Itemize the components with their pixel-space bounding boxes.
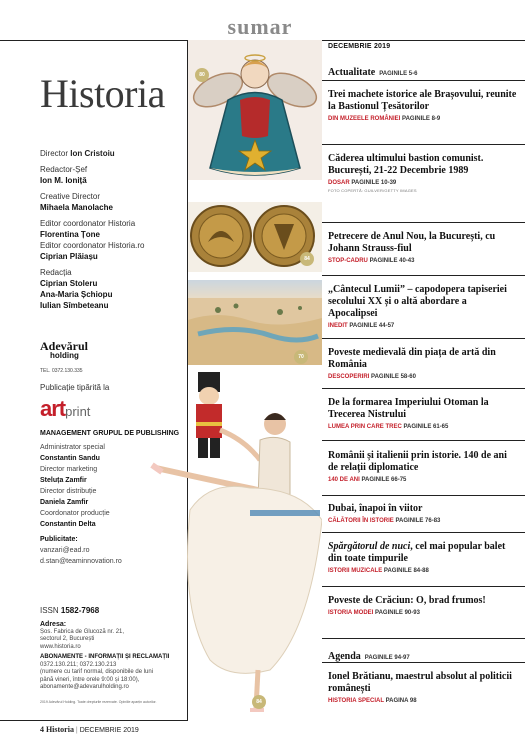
masthead-person: Ana-Maria Șchiopu bbox=[40, 290, 113, 299]
bottom-rule bbox=[0, 720, 188, 721]
toc-category: ISTORII MUZICALE bbox=[328, 568, 383, 574]
toc-title: „Cântecul Lumii” – capodopera tapiseriei secolului XX și o altă abordare a Apocalipsei bbox=[328, 284, 507, 319]
masthead-role: Creative Director bbox=[40, 192, 101, 201]
tapestry-coins-image bbox=[188, 202, 322, 272]
toc-pages: PAGINILE 58-60 bbox=[371, 374, 416, 380]
toc-title: Poveste medievală din piața de artă din România bbox=[328, 347, 496, 370]
toc-category: 140 DE ANI bbox=[328, 477, 360, 483]
toc-title: Poveste de Crăciun: O, brad frumos! bbox=[328, 595, 486, 606]
toc-entry[interactable] bbox=[328, 62, 518, 80]
toc-title: Căderea ultimului bastion comunist. București, 21-22 Decembrie 1989 bbox=[328, 153, 484, 176]
ads-email[interactable]: vanzari@ead.ro bbox=[40, 547, 90, 554]
toc-entry[interactable] bbox=[328, 541, 518, 574]
toc-category: DIN MUZEELE ROMÂNIEI bbox=[328, 116, 401, 122]
toc-pages: PAGINILE 76-83 bbox=[395, 518, 441, 524]
ads-label: Publicitate: bbox=[40, 536, 78, 543]
toc-entry[interactable] bbox=[328, 646, 518, 664]
toc-entry[interactable] bbox=[328, 89, 518, 122]
masthead-person: Ciprian Plăiașu bbox=[40, 252, 98, 261]
toc-title: Dubai, înapoi în viitor bbox=[328, 503, 423, 514]
toc-title: Actualitate bbox=[328, 67, 376, 78]
toc-category: LUMEA PRIN CARE TREC bbox=[328, 424, 402, 430]
copyright: 2019 Adevărul Holding. Toate drepturile rezervate. Opiniile aparțin autorilor. bbox=[40, 700, 157, 704]
masthead-person: Ion M. Ioniță bbox=[40, 176, 87, 185]
masthead-role: Editor coordonator Historia bbox=[40, 219, 136, 228]
toc-title-italic: Spărgătorul de nuci bbox=[328, 541, 411, 552]
toc-category: ISTORIA MODEI bbox=[328, 610, 374, 616]
toc-pages: PAGINILE 44-57 bbox=[349, 323, 395, 329]
toc-divider bbox=[322, 222, 525, 223]
toc-category: DESCOPERIRI bbox=[328, 374, 370, 380]
toc-title: Agenda bbox=[328, 651, 361, 662]
masthead bbox=[40, 148, 180, 311]
masthead-person: Ciprian Stoleru bbox=[40, 279, 98, 288]
toc-entry[interactable] bbox=[328, 284, 518, 329]
masthead-director: Director Ion Cristoiu bbox=[40, 149, 115, 158]
toc-pages: PAGINILE 5-6 bbox=[379, 71, 418, 77]
toc-divider bbox=[322, 338, 525, 339]
toc-entry[interactable] bbox=[328, 347, 518, 380]
ads-email[interactable]: d.stan@teaminnovation.ro bbox=[40, 558, 122, 565]
toc-pages: PAGINILE 66-75 bbox=[361, 477, 407, 483]
address-block: Adresa: Șos. Fabrica de Glucoză nr. 21, sectorul 2, București www.historia.ro ABONAMENTE - INFORMAȚII ȘI RECLAMAȚII 0372.130.211; 0372.130.213 (numere cu tarif normal, disponibile de luni până vineri, între orele 9:00 și 18:00), abonamente@adevarulholding.ro bbox=[40, 621, 188, 692]
adevarul-holding-logo: Adevărul holding bbox=[40, 339, 88, 360]
top-rule-right bbox=[322, 40, 525, 41]
page-badge: 84 bbox=[300, 252, 314, 266]
historia-logo: Historia bbox=[40, 71, 165, 116]
page-badge: 80 bbox=[195, 68, 209, 82]
section-title: sumar bbox=[227, 14, 293, 39]
page-badge: 84 bbox=[252, 695, 266, 709]
toc-pages: PAGINILE 61-65 bbox=[403, 424, 449, 430]
issn: ISSN 1582-7968 bbox=[40, 606, 100, 615]
toc-entry[interactable] bbox=[328, 450, 518, 483]
toc-pages: PAGINILE 94-97 bbox=[364, 655, 410, 661]
toc-category: STOP-CADRU bbox=[328, 258, 368, 264]
toc-title: De la formarea Imperiului Otoman la Trecerea Nistrului bbox=[328, 397, 489, 420]
toc-title: Trei machete istorice ale Brașovului, reunite la Bastionul Țesătorilor bbox=[328, 89, 517, 112]
toc-pages: PAGINA 98 bbox=[385, 698, 417, 704]
toc-entry[interactable] bbox=[328, 397, 518, 430]
toc-divider bbox=[322, 495, 525, 496]
toc-entry[interactable] bbox=[328, 231, 518, 264]
toc-pages: PAGINILE 84-88 bbox=[383, 568, 429, 574]
toc-pages: PAGINILE 40-43 bbox=[369, 258, 415, 264]
toc-divider bbox=[322, 144, 525, 145]
artprint-logo: artprint bbox=[40, 396, 91, 421]
toc-divider bbox=[322, 586, 525, 587]
page-badge: 70 bbox=[294, 350, 308, 364]
masthead-person: Florentina Țone bbox=[40, 230, 100, 239]
toc-category: INEDIT bbox=[328, 323, 348, 329]
cover-credit: FOTO COPERTĂ: GUILVER/GETTY IMAGES bbox=[328, 188, 417, 193]
toc-title: Petrecere de Anul Nou, la București, cu Johann Strauss-fiul bbox=[328, 231, 496, 254]
page-footer: 4 Historia | DECEMBRIE 2019 bbox=[40, 725, 139, 734]
printed-at-label: Publicație tipărită la bbox=[40, 383, 110, 392]
publisher-tel: TEL. 0372.130.335 bbox=[40, 368, 83, 374]
masthead-role: Redactor-Șef bbox=[40, 165, 88, 174]
toc-title: Românii și italienii prin istorie. 140 de ani de relații diplomatice bbox=[328, 450, 507, 473]
issue-date: DECEMBRIE 2019 bbox=[328, 43, 391, 50]
angel-ornament-image bbox=[188, 40, 322, 180]
website-link[interactable]: www.historia.ro bbox=[40, 643, 81, 650]
masthead-person: Iulian Sîmbeteanu bbox=[40, 301, 109, 310]
toc-title: Ionel Brătianu, maestrul absolut al politicii românești bbox=[328, 671, 512, 694]
toc-pages: PAGINILE 90-93 bbox=[375, 610, 420, 616]
toc-category: HISTORIA SPECIAL bbox=[328, 698, 384, 704]
toc-divider bbox=[322, 275, 525, 276]
toc-entry[interactable] bbox=[328, 503, 518, 524]
management-header: MANAGEMENT GRUPUL DE PUBLISHING bbox=[40, 430, 180, 437]
toc-divider bbox=[322, 638, 525, 639]
masthead-person: Mihaela Manolache bbox=[40, 203, 113, 212]
masthead-role: Editor coordonator Historia.ro bbox=[40, 241, 145, 250]
toc-category: DOSAR bbox=[328, 180, 350, 186]
toc-divider bbox=[322, 388, 525, 389]
toc-entry[interactable] bbox=[328, 595, 518, 616]
toc-divider bbox=[322, 440, 525, 441]
toc-entry[interactable] bbox=[328, 153, 518, 193]
top-rule-left bbox=[0, 40, 188, 41]
toc-entry[interactable] bbox=[328, 671, 518, 704]
toc-divider bbox=[322, 80, 525, 81]
ballerina-nutcracker-image bbox=[150, 370, 322, 715]
masthead-role: Redacția bbox=[40, 268, 72, 277]
toc-pages: PAGINILE 10-39 bbox=[351, 180, 397, 186]
management-block: MANAGEMENT GRUPUL DE PUBLISHING Administrator special Constantin Sandu Director marketing Steluța Zamfir Director distribuție Daniela Zamfir Coordonator producție Constantin Delta Publicitate: vanzari@ead.ro d.stan@teaminnovation.ro bbox=[40, 428, 190, 567]
toc-category: CĂLĂTORII ÎN ISTORIE bbox=[328, 518, 394, 524]
toc-pages: PAGINILE 8-9 bbox=[402, 116, 441, 122]
dubai-desert-image bbox=[188, 280, 322, 365]
subs-email[interactable]: abonamente@adevarulholding.ro bbox=[40, 684, 129, 690]
toc-title: , cel mai popular balet din toate timpurile bbox=[328, 541, 506, 564]
toc-divider bbox=[322, 532, 525, 533]
